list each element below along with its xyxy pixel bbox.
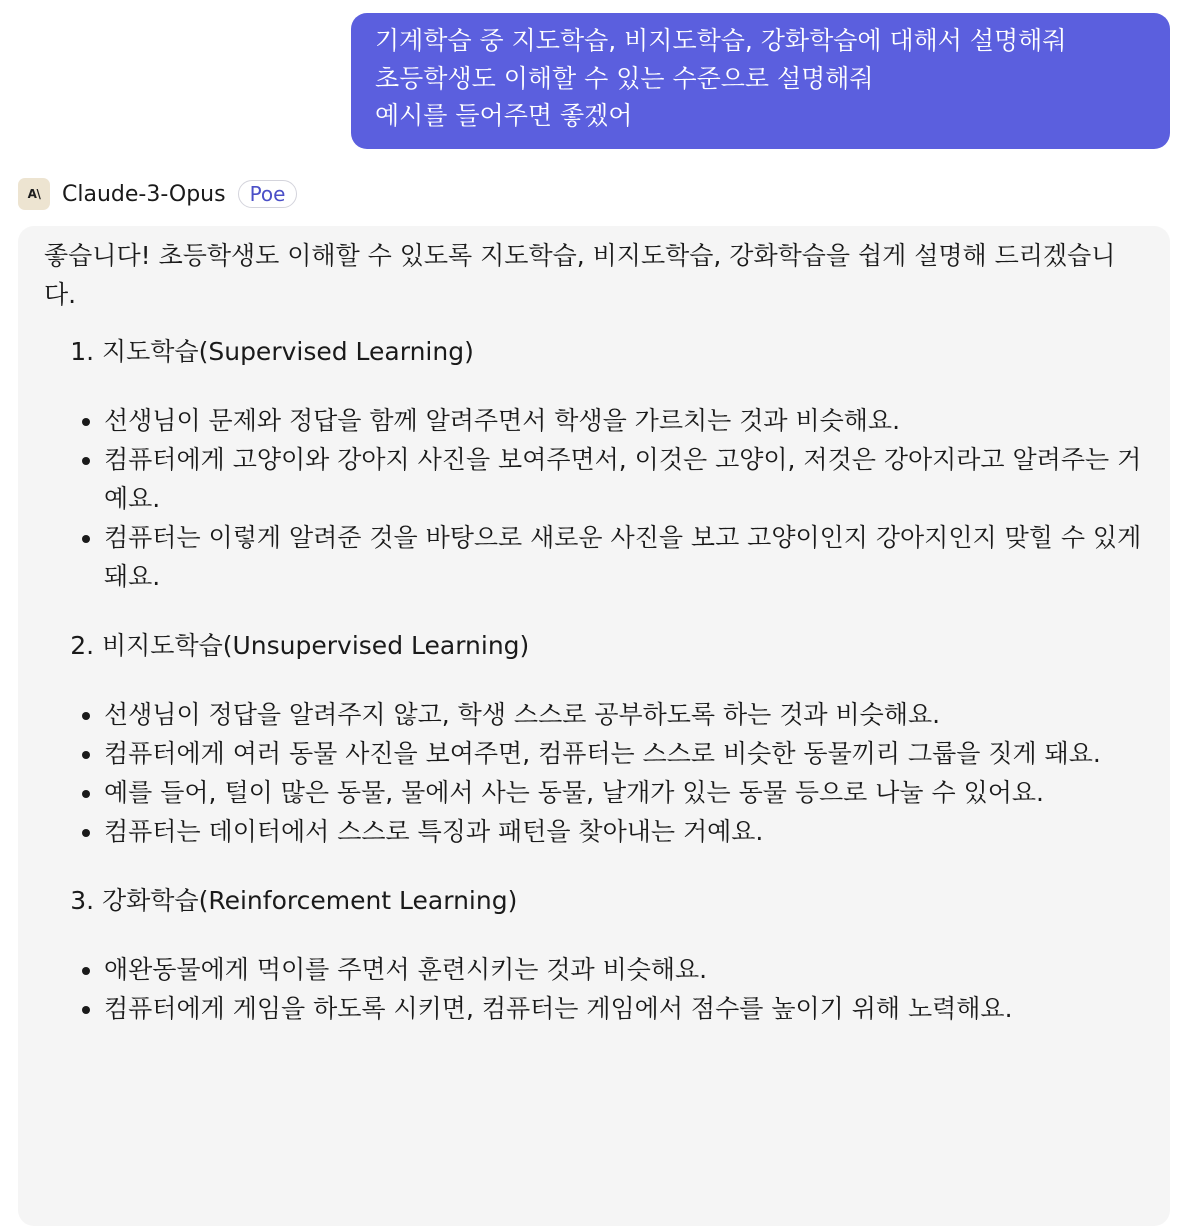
bot-name[interactable]: Claude-3-Opus: [62, 181, 226, 207]
bullet-list: [44, 695, 1144, 851]
section-heading-list: [44, 626, 1144, 665]
anthropic-logo-icon[interactable]: [18, 178, 50, 210]
list-item: • 예를 들어, 털이 많은 동물, 물에서 사는 동물, 날개가 있는 동물 등으로 나눌 수 있어요.: [104, 773, 1144, 812]
user-message-line: 초등학생도 이해할 수 있는 수준으로 설명해줘: [375, 63, 874, 93]
bullet-list: [44, 401, 1144, 596]
user-message-line: 기계학습 중 지도학습, 비지도학습, 강화학습에 대해서 설명해줘: [375, 26, 1067, 55]
list-item: • 선생님이 정답을 알려주지 않고, 학생 스스로 공부하도록 하는 것과 비슷해요.: [104, 695, 1144, 734]
list-item: • 애완동물에게 먹이를 주면서 훈련시키는 것과 비슷해요.: [104, 950, 1144, 989]
section-title: 3. 강화학습(Reinforcement Learning): [102, 881, 1144, 920]
section-title: 2. 비지도학습(Unsupervised Learning): [102, 626, 1144, 665]
answer-intro: 좋습니다! 초등학생도 이해할 수 있도록 지도학습, 비지도학습, 강화학습을 쉽게 설명해 드리겠습니다.: [44, 241, 1116, 309]
bullet-list: [44, 950, 1144, 1028]
section-heading-list: [44, 881, 1144, 920]
user-message-line: 예시를 들어주면 좋겠어: [375, 101, 633, 130]
avatar-text: A\: [27, 187, 41, 201]
list-item: • 컴퓨터에게 여러 동물 사진을 보여주면, 컴퓨터는 스스로 비슷한 동물끼리 그룹을 짓게 돼요.: [104, 734, 1144, 773]
list-item: • 컴퓨터는 이렇게 알려준 것을 바탕으로 새로운 사진을 보고 고양이인지 강아지인지 맞힐 수 있게 돼요.: [104, 518, 1144, 596]
section-heading-list: [44, 332, 1144, 371]
bot-answer-bubble: [18, 226, 1170, 1226]
platform-badge: Poe: [238, 180, 298, 208]
user-message-bubble: [351, 13, 1170, 149]
list-item: • 컴퓨터는 데이터에서 스스로 특징과 패턴을 찾아내는 거예요.: [104, 812, 1144, 851]
list-item: • 컴퓨터에게 게임을 하도록 시키면, 컴퓨터는 게임에서 점수를 높이기 위해 노력해요.: [104, 989, 1144, 1028]
bot-header: [18, 176, 297, 212]
list-item: • 선생님이 문제와 정답을 함께 알려주면서 학생을 가르치는 것과 비슷해요.: [104, 401, 1144, 440]
list-item: • 컴퓨터에게 고양이와 강아지 사진을 보여주면서, 이것은 고양이, 저것은 강아지라고 알려주는 거예요.: [104, 440, 1144, 518]
section-title: 1. 지도학습(Supervised Learning): [102, 332, 1144, 371]
